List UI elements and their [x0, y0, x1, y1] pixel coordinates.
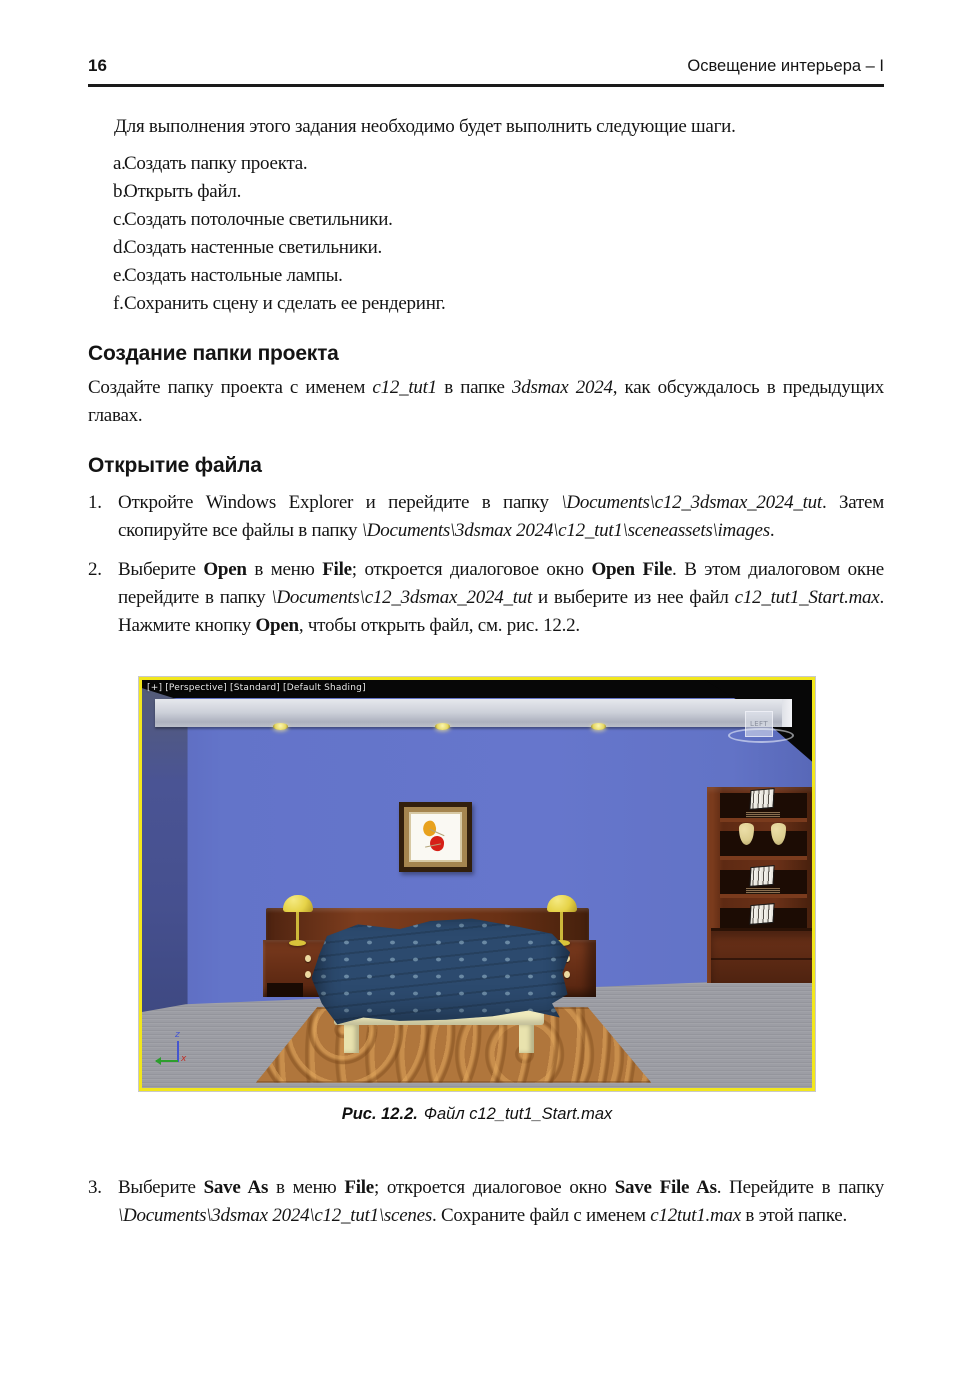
list-marker: b.	[113, 181, 127, 202]
bed-leg	[344, 1025, 359, 1053]
item-text: Выберите Save As в меню File; откроется диалоговое окно Save File As. Перейдите в папку \Documents\3dsmax 2024\c12_tut1\scenes. Сохраните файл с именем c12tut1.max в этой папке.	[118, 1177, 884, 1226]
list-item	[88, 206, 884, 234]
book-stack	[746, 812, 780, 818]
table-lamp-left	[283, 895, 313, 951]
header-rule	[88, 84, 884, 87]
list-item	[88, 234, 884, 262]
drawer-knob	[305, 971, 311, 978]
lamp-base	[289, 940, 306, 946]
books	[749, 903, 774, 925]
item-number: 2.	[88, 559, 102, 580]
picture-mat	[409, 812, 462, 861]
bed-leg	[519, 1025, 534, 1053]
lamp-stem	[560, 912, 563, 942]
item-number: 3.	[88, 1177, 102, 1198]
list-text: Создать потолочные светильники.	[124, 209, 393, 230]
list-marker: f.	[113, 293, 124, 314]
left-wall	[142, 688, 188, 1047]
list-item	[88, 290, 884, 318]
drawer-knob	[305, 955, 311, 962]
books	[749, 788, 774, 810]
soffit-end-cap	[782, 699, 792, 728]
numbered-item-2	[88, 556, 884, 640]
section-heading-project-folder: Создание папки проекта	[88, 342, 339, 365]
x-axis-label: x	[181, 1053, 187, 1064]
axis-gizmo	[154, 1029, 200, 1069]
item-number: 1.	[88, 492, 102, 513]
numbered-item-1	[88, 489, 884, 545]
ceiling-soffit	[155, 699, 792, 728]
page-header	[88, 56, 884, 76]
page-number: 16	[88, 56, 107, 75]
figure-caption-number: Рис. 12.2.	[341, 1105, 418, 1123]
picture-frame	[399, 802, 472, 871]
viewport-label: [+] [Perspective] [Standard] [Default Shading]	[147, 683, 366, 693]
vase	[771, 823, 786, 845]
list-marker: d.	[113, 237, 127, 258]
viewport-3d	[139, 677, 815, 1091]
task-list	[88, 150, 884, 318]
bookshelf	[707, 787, 815, 983]
list-marker: a.	[113, 153, 126, 174]
list-item	[88, 262, 884, 290]
y-axis-arrowhead	[151, 1057, 161, 1065]
cabinet-base	[711, 928, 815, 983]
book-stack	[746, 888, 780, 894]
lamp-shade	[547, 895, 577, 912]
list-text: Сохранить сцену и сделать ее рендеринг.	[124, 293, 446, 314]
numbered-item-3	[88, 1174, 884, 1230]
list-text: Открыть файл.	[124, 181, 242, 202]
list-text: Создать настольные лампы.	[124, 265, 343, 286]
shelf	[720, 870, 807, 898]
drawer-knob	[564, 971, 570, 978]
vase	[739, 823, 754, 845]
section-paragraph: Создайте папку проекта с именем c12_tut1 в папке 3dsmax 2024, как обсуждалось в предыдущих главах.	[88, 377, 884, 426]
list-text: Создать настенные светильники.	[124, 237, 383, 258]
cabinet-seam	[711, 958, 815, 960]
figure-caption-text: Файл c12_tut1_Start.max	[423, 1105, 613, 1123]
nightstand-shelf-notch	[267, 983, 303, 998]
list-marker: e.	[113, 265, 126, 286]
z-axis-line	[177, 1041, 179, 1062]
list-item	[88, 178, 884, 206]
item-text: Выберите Open в меню File; откроется диалоговое окно Open File. В этом диалоговом окне перейдите в папку \Documents\c12_3dsmax_2024_tut и выберите из нее файл c12_tut1_Start.max. Нажмите кнопку Open, чтобы открыть файл, см. рис. 12.2.	[118, 559, 884, 636]
lamp-shade	[283, 895, 313, 912]
z-axis-label: z	[175, 1029, 180, 1040]
lamp-stem	[296, 912, 299, 942]
shelf	[720, 793, 807, 821]
section-heading-open-file: Открытие файла	[88, 454, 262, 477]
item-text: Откройте Windows Explorer и перейдите в папку \Documents\c12_3dsmax_2024_tut. Затем скопируйте все файлы в папку \Documents\3dsmax 2024\c12_tut1\sceneassets\images.	[118, 492, 884, 541]
shelf	[720, 831, 807, 859]
figure-screenshot	[138, 676, 816, 1092]
view-cube: LEFT	[745, 711, 773, 737]
intro-paragraph: Для выполнения этого задания необходимо будет выполнить следующие шаги.	[114, 116, 736, 137]
list-text: Создать папку проекта.	[124, 153, 308, 174]
list-marker: c.	[113, 209, 126, 230]
books	[749, 865, 774, 887]
chapter-title: Освещение интерьера – I	[687, 57, 884, 75]
list-item	[88, 150, 884, 178]
figure-caption	[138, 1105, 816, 1124]
